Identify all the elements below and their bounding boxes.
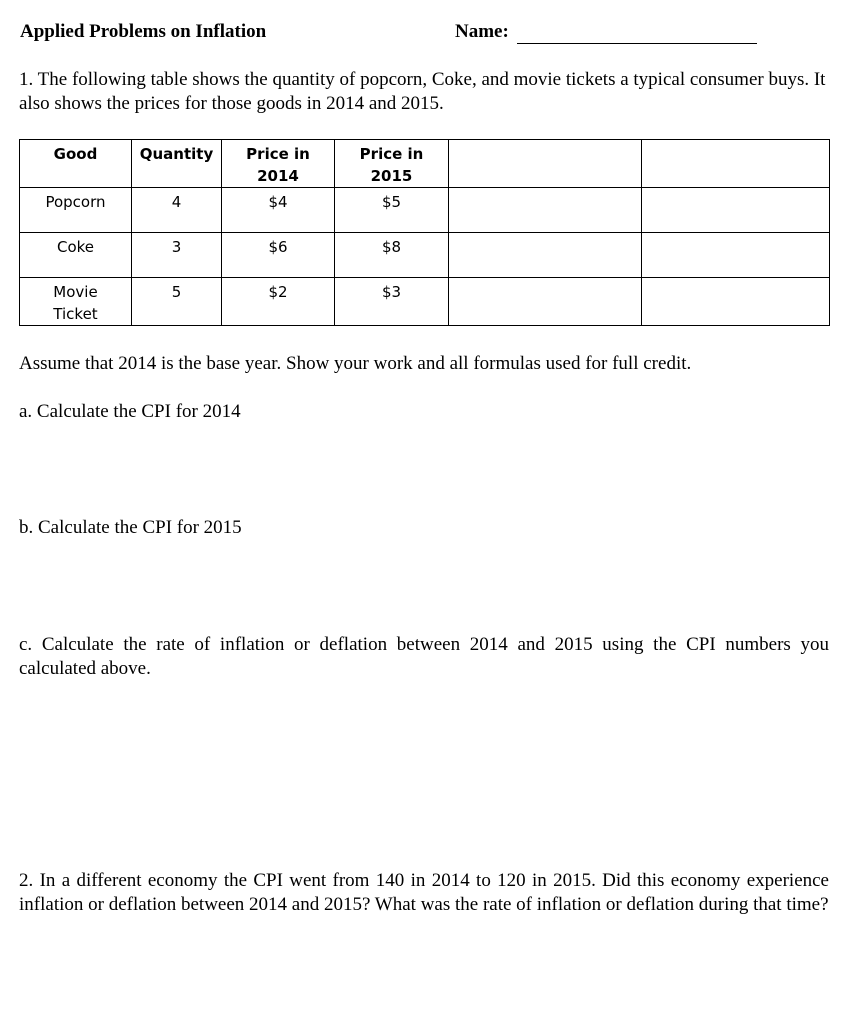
cell-good: Popcorn — [20, 188, 132, 233]
cell-price-2014: $2 — [222, 278, 335, 326]
cell-quantity: 4 — [132, 188, 222, 233]
cell-good: Coke — [20, 233, 132, 278]
part-a-prompt: a. Calculate the CPI for 2014 — [19, 401, 241, 422]
header-price-2014: Price in 2014 — [222, 140, 335, 188]
cell-price-2015: $8 — [335, 233, 449, 278]
cell-price-2015: $3 — [335, 278, 449, 326]
question-1-intro: 1. The following table shows the quantity of popcorn, Coke, and movie tickets a typical consumer buys. It also shows the prices for those goods in 2014 and 2015. — [19, 69, 826, 114]
cell-blank — [449, 233, 642, 278]
cell-blank — [642, 188, 830, 233]
header-quantity: Quantity — [132, 140, 222, 188]
name-field — [455, 20, 757, 44]
cell-price-2015: $5 — [335, 188, 449, 233]
cell-price-2014: $4 — [222, 188, 335, 233]
question-2-text: 2. In a different economy the CPI went from 140 in 2014 to 120 in 2015. Did this economy experience inflation or deflation between 2014 and 2015? What was the rate of inflation or deflation during that time? — [19, 870, 829, 915]
part-c-prompt: c. Calculate the rate of inflation or deflation between 2014 and 2015 using the CPI numbers you calculated above. — [19, 634, 829, 679]
header-blank-1 — [449, 140, 642, 188]
goods-price-table — [19, 139, 830, 326]
cell-blank — [642, 278, 830, 326]
header-blank-2 — [642, 140, 830, 188]
cell-blank — [449, 188, 642, 233]
cell-blank — [449, 278, 642, 326]
name-blank-line — [517, 23, 757, 44]
cell-price-2014: $6 — [222, 233, 335, 278]
name-label: Name: — [455, 21, 509, 42]
cell-good: Movie Ticket — [20, 278, 132, 326]
table-row — [20, 233, 830, 278]
cell-quantity: 3 — [132, 233, 222, 278]
part-b-prompt: b. Calculate the CPI for 2015 — [19, 517, 242, 538]
worksheet-title: Applied Problems on Inflation — [20, 21, 267, 42]
header-price-2015: Price in 2015 — [335, 140, 449, 188]
cell-blank — [642, 233, 830, 278]
assumption-text: Assume that 2014 is the base year. Show your work and all formulas used for full credit. — [19, 353, 692, 374]
table-row — [20, 188, 830, 233]
header-good: Good — [20, 140, 132, 188]
table-row — [20, 278, 830, 326]
cell-quantity: 5 — [132, 278, 222, 326]
table-header-row — [20, 140, 830, 188]
